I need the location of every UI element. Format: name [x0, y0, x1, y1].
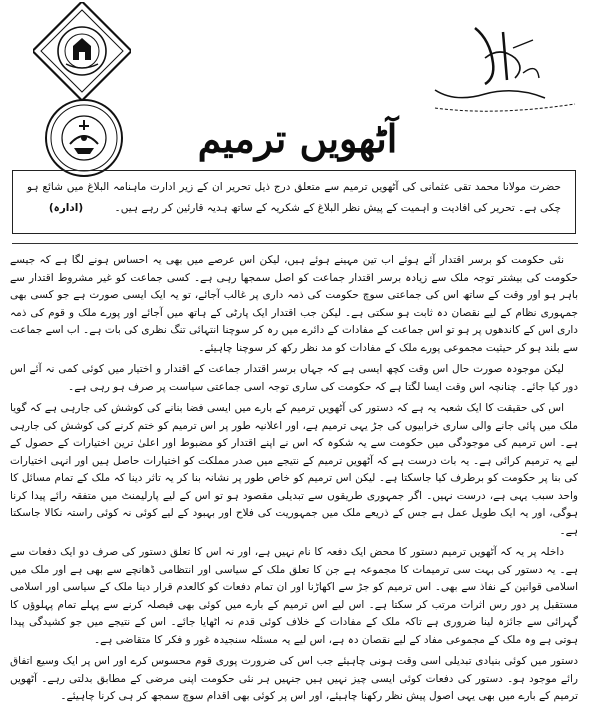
page-title: آٹھویں ترمیم: [197, 116, 398, 161]
article-body: [10, 252, 578, 712]
section-divider: [12, 243, 578, 244]
editorial-note-body: حضرت مولانا محمد تقی عثمانی کی آٹھویں ترمیم سے متعلق درج ذیل تحریر ان کے زیر ادارت ماہنامہ البلاغ میں شائع ہو چکی ہے۔ تحریر کی افادیت و اہمیت کے پیش نظر البلاغ کے شکریہ کے ساتھ ہدیہ قارئین کر رہے ہیں۔: [27, 181, 561, 214]
article-paragraph: اس کی حقیقت کا ایک شعبہ یہ ہے کہ دستور کی آٹھویں ترمیم کے بارے میں ایسی فضا بنانے کی کوشش کی جارہی ہے کہ گویا ملک میں پائی جانے والی ساری خرابیوں کی جڑ یہی ترمیم ہے، اور اعلانیہ طور پر اس ترمیم کو ختم کرنے کی کوشش کی جارہی ہے۔ اس ترمیم کی موجودگی میں حکومت سے یہ شکوہ کہ اس نے اپنے اقتدار کو مضبوط اور اعلیٰ ترین اختیارات کے حصول کے لیے یہ ترمیم کرائی ہے۔ یہ بات درست ہے کہ آٹھویں ترمیم کے نتیجے میں صدر مملکت کو اختیارات حاصل ہیں اور انہی اختیارات کی بنا پر حکومت کو برطرف کیا جاسکتا ہے۔ لیکن اس ترمیم کو خاص طور پر نشانہ بنا کر یہ تاثر دینا کہ ملک کے تمام مسائل کا واحد سبب یہی ہے، درست نہیں۔ اگر جمہوری طریقوں سے تبدیلی مقصود ہو تو اس کے لیے پارلیمنٹ میں متفقہ رائے پیدا کرنا ہوگی، اور یہ ایک طویل عمل ہے جس کے ذریعے ملک میں جمہوریت کی فلاح اور بہبود کے لیے کوئی نہ کوئی راستہ نکالا جاسکتا ہے۔: [10, 402, 578, 537]
article-paragraph: نئی حکومت کو برسر اقتدار آئے ہوئے اب تین مہینے ہوئے ہیں، لیکن اس عرصے میں بھی یہ احساس ہونے لگا ہے کہ جیسے حکومت کی بیشتر توجہ ملک سے زیادہ برسر اقتدار جماعت کو اصل سمجھا رہی ہے۔ کسی جماعت کو غیر مشروط اقتدار سے باہر ہو اور وقت کے ساتھ اس کی جماعتی سوچ حکومت کی ذمہ داری پر غالب آجائے، تو یہ ایک ایسی صورت ہے جو کسی بھی جمہوری نظام کے لیے نقصان دہ ثابت ہو سکتی ہے۔ لیکن جب اقتدار ایک پارٹی کے ہاتھ میں آجائے اور پورے ملک و قوم کی ذمہ داری اس کے کاندھوں پر ہو تو اس جماعت کے مفادات کے دائرے میں رہ کر سوچنا انتہائی تنگ نظری کی بات ہے۔ اب اسے جماعت سے بلند ہو کر حیثیت مجموعی پورے ملک کے مفادات کو مد نظر رکھ کر سوچنا چاہیئے۔: [10, 254, 578, 354]
editorial-note-text: [27, 177, 561, 219]
calligraphy-emblem-icon: [415, 18, 580, 118]
editorial-note-source: (ادارہ): [48, 202, 84, 214]
editorial-note-box: [12, 170, 576, 234]
article-paragraph: دستور میں کوئی بنیادی تبدیلی اسی وقت ہونی چاہیئے جب اس کی ضرورت پوری قوم محسوس کرے اور اس پر ایک وسیع اتفاق رائے موجود ہو۔ دستور کی دفعات کوئی ایسی چیز نہیں ہیں جنہیں ہر نئی حکومت اپنی مرضی کے مطابق بدلتی رہے۔ آٹھویں ترمیم کے بارے میں بھی یہی اصول پیش نظر رکھنا چاہیئے، اور اس پر کوئی بھی اقدام سوچ سمجھ کر ہی کرنا چاہیئے۔: [10, 655, 578, 702]
article-paragraph: داخلہ پر یہ کہ آٹھویں ترمیم دستور کا محض ایک دفعہ کا نام نہیں ہے، اور نہ اس کا تعلق دستور کی صرف دو ایک دفعات سے ہے۔ یہ دستور کی بہت سی ترمیمات کا مجموعہ ہے جن کا تعلق ملک کے سیاسی اور انتظامی ڈھانچے سے بھی ہے اور ملک میں اسلامی قوانین کے نفاذ سے بھی۔ اس ترمیم کو جڑ سے اکھاڑنا اور ان تمام دفعات کو کالعدم قرار دینا ملک کے سیاسی اور اسلامی مستقبل پر دور رس اثرات مرتب کر سکتا ہے۔ اس لیے اس ترمیم کے بارے میں کوئی بھی فیصلہ کرنے سے پہلے تمام پہلوؤں کا گہرائی سے جائزہ لینا ضروری ہے تاکہ ملک کے مفادات کے خلاف کوئی قدم نہ اٹھایا جائے۔ اس کے نتیجے میں جو کشیدگی پیدا ہوتی ہے وہ ملک کے مجموعی مفاد کے لیے نقصان دہ ہے، اس لیے یہ مسئلہ سنجیدہ غور و فکر کا متقاضی ہے۔: [10, 546, 578, 646]
article-paragraph: لیکن موجودہ صورت حال اس وقت کچھ ایسی ہے کہ جہاں برسر اقتدار جماعت کے اقتدار و اختیار میں کوئی کمی نہ آئے اس دور کیا جائے۔ چنانچہ اس وقت ایسا لگتا ہے کہ حکومت کی ساری توجہ اسی جماعتی سیاست پر صرف ہو رہی ہے۔: [10, 363, 578, 393]
college-seal-icon: [44, 98, 124, 178]
institution-seal-icon: [33, 2, 131, 100]
